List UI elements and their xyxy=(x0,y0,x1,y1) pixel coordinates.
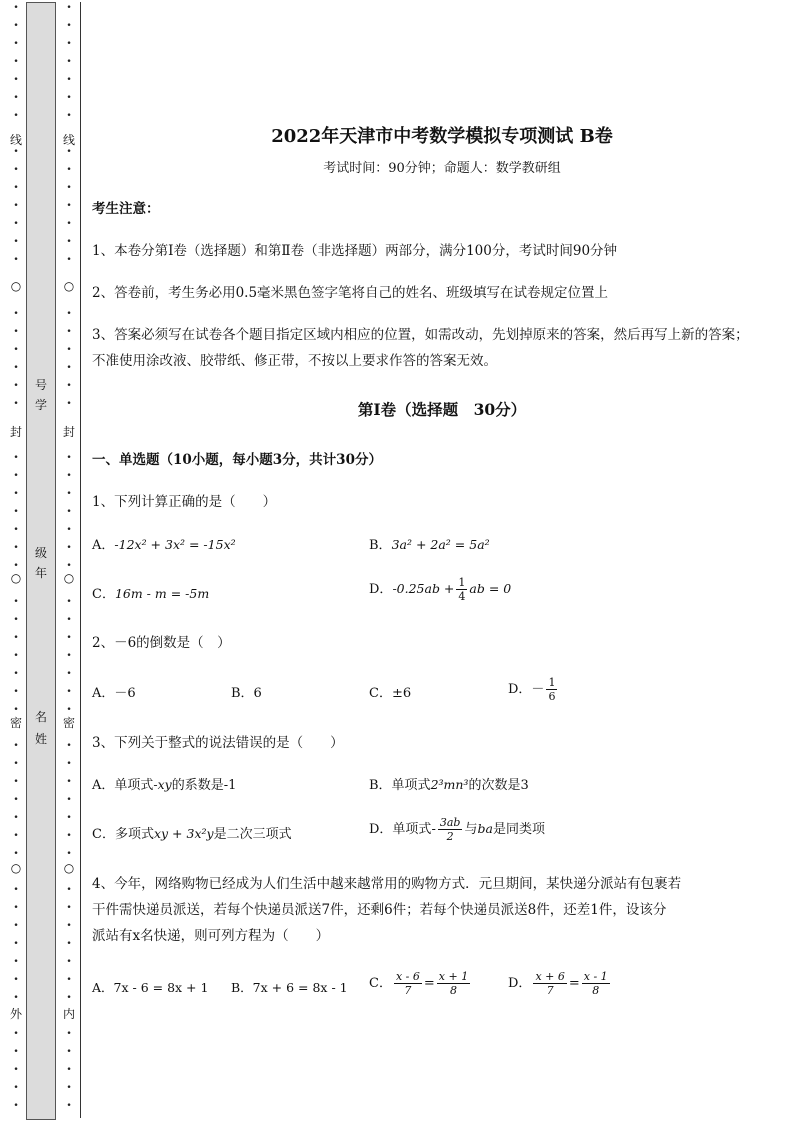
q4-stem-line-3: 派站有x名快递，则可列方程为（ ） xyxy=(92,928,330,944)
binding-dot: • xyxy=(13,1029,19,1039)
binding-dot: • xyxy=(66,1083,72,1093)
q1-option-b-prefix: B． xyxy=(369,538,392,553)
q2-option-d-den: 6 xyxy=(548,690,556,703)
binding-dot: • xyxy=(13,75,19,85)
label-ji: 级 xyxy=(34,546,47,560)
q1-option-c-prefix: C． xyxy=(92,587,115,602)
q2-option-b[interactable]: B．6 xyxy=(231,686,262,701)
q3-option-c-post: 是二次三项式 xyxy=(213,827,292,842)
binding-dot: • xyxy=(66,345,72,355)
binding-dot: • xyxy=(13,543,19,553)
binding-dot: • xyxy=(66,1029,72,1039)
q3-option-d-den: 2 xyxy=(446,830,454,843)
binding-dot: • xyxy=(13,975,19,985)
q1-option-b-math: 3a² + 2a² = 5a² xyxy=(391,537,490,552)
binding-dot: • xyxy=(66,651,72,661)
binding-dot: • xyxy=(13,471,19,481)
q1-option-d-num: 1 xyxy=(458,576,466,589)
q3-option-c-pre: C．多项式 xyxy=(92,827,154,842)
binding-dot: • xyxy=(13,381,19,391)
label-xue: 学 xyxy=(34,398,47,412)
binding-marker: 封 xyxy=(62,425,75,439)
binding-dot: • xyxy=(66,1065,72,1075)
binding-marker: ○ xyxy=(10,279,22,293)
binding-dot: • xyxy=(13,453,19,463)
binding-dot: • xyxy=(13,993,19,1003)
binding-dot: • xyxy=(66,237,72,247)
binding-dot: • xyxy=(13,165,19,175)
binding-dot: • xyxy=(66,453,72,463)
binding-dot: • xyxy=(66,705,72,715)
binding-dot: • xyxy=(66,165,72,175)
q4-stem-line-2: 干件需快递员派送，若每个快递员派送7件，还剩6件；若每个快递员派送8件，还差1件，设该分 xyxy=(92,902,667,918)
binding-dot: • xyxy=(13,849,19,859)
binding-dot: • xyxy=(13,507,19,517)
q3-option-d-fraction xyxy=(438,816,463,843)
q1-option-a-math: -12x² + 3x² = -15x² xyxy=(114,537,236,552)
q3-option-b-pre: B．单项式 xyxy=(369,778,431,793)
binding-dot: • xyxy=(66,3,72,13)
binding-marker: 线 xyxy=(9,133,22,147)
binding-dot: • xyxy=(66,561,72,571)
binding-dot: • xyxy=(66,363,72,373)
notice-item-1: 1、本卷分第Ⅰ卷（选择题）和第Ⅱ卷（非选择题）两部分，满分100分，考试时间90分钟 xyxy=(92,243,618,259)
binding-dot: • xyxy=(66,831,72,841)
q3-option-a-pre: A．单项式 xyxy=(92,778,154,793)
binding-rule xyxy=(80,2,81,1118)
binding-dot: • xyxy=(13,615,19,625)
part-heading: 一、单选题（10小题，每小题3分，共计30分） xyxy=(92,452,382,468)
q4-option-c-d1: 7 xyxy=(404,984,412,997)
binding-dot: • xyxy=(13,633,19,643)
q3-option-d-pre: D．单项式 xyxy=(369,822,432,837)
binding-dot: • xyxy=(13,705,19,715)
label-nian: 年 xyxy=(34,566,47,580)
binding-marker: 外 xyxy=(9,1007,22,1021)
binding-dot: • xyxy=(13,921,19,931)
binding-dot: • xyxy=(13,3,19,13)
q1-option-a[interactable] xyxy=(92,534,236,557)
q3-stem: 3、下列关于整式的说法错误的是（ ） xyxy=(92,735,344,751)
q4-option-c-prefix: C． xyxy=(369,976,392,991)
q3-option-d-num: 3ab xyxy=(439,816,461,829)
q1-option-a-prefix: A． xyxy=(92,538,115,553)
q2-option-d-prefix: D．－ xyxy=(508,682,545,697)
q1-option-d[interactable] xyxy=(369,576,511,603)
q4-option-a[interactable]: A．7x - 6 = 8x + 1 xyxy=(92,980,209,995)
binding-dot: • xyxy=(66,975,72,985)
binding-dot: • xyxy=(13,183,19,193)
binding-dot: • xyxy=(13,21,19,31)
q1-option-d-den: 4 xyxy=(458,590,466,603)
binding-dot: • xyxy=(66,255,72,265)
binding-dot: • xyxy=(13,399,19,409)
q4-option-d-n2: x - 1 xyxy=(583,970,608,983)
q3-option-b[interactable] xyxy=(369,774,529,797)
binding-dot: • xyxy=(13,327,19,337)
binding-marker: ○ xyxy=(63,279,75,293)
binding-dot: • xyxy=(66,399,72,409)
q4-option-d-prefix: D． xyxy=(508,976,532,991)
binding-dot: • xyxy=(66,633,72,643)
q4-option-c-frac-2 xyxy=(437,970,470,997)
binding-dot: • xyxy=(13,255,19,265)
binding-dot: • xyxy=(66,309,72,319)
binding-marker: 封 xyxy=(9,425,22,439)
binding-dot: • xyxy=(66,39,72,49)
binding-dot: • xyxy=(66,75,72,85)
q1-option-d-right: ab = 0 xyxy=(469,581,512,596)
binding-dot: • xyxy=(66,795,72,805)
q3-option-a-math: -xy xyxy=(153,777,172,792)
section-title: 第Ⅰ卷（选择题 30分） xyxy=(357,400,527,419)
binding-dot: • xyxy=(13,147,19,157)
binding-dot: • xyxy=(13,345,19,355)
binding-dot: • xyxy=(13,597,19,607)
binding-dot: • xyxy=(66,111,72,121)
binding-dot: • xyxy=(13,561,19,571)
binding-dot: • xyxy=(66,813,72,823)
binding-dot: • xyxy=(13,39,19,49)
binding-dot: • xyxy=(66,219,72,229)
q2-option-d-fraction xyxy=(546,676,557,703)
binding-marker: ○ xyxy=(63,571,75,585)
binding-dot: • xyxy=(13,1065,19,1075)
binding-dot: • xyxy=(66,993,72,1003)
binding-dot: • xyxy=(13,1083,19,1093)
binding-dot: • xyxy=(66,489,72,499)
q4-option-d[interactable]: D． $\frac{x + 6}{7}$ = $\frac{x - 1}{8}$ xyxy=(508,970,608,997)
q1-option-c[interactable] xyxy=(92,583,209,606)
binding-dots-left xyxy=(6,0,26,1123)
binding-dot: • xyxy=(13,111,19,121)
q4-option-d-d1: 7 xyxy=(546,984,554,997)
q4-option-c-n2: x + 1 xyxy=(438,970,469,983)
binding-marker: 线 xyxy=(62,133,75,147)
binding-dot: • xyxy=(13,885,19,895)
binding-dot: • xyxy=(66,777,72,787)
binding-dot: • xyxy=(66,381,72,391)
binding-marker: ○ xyxy=(10,571,22,585)
q1-option-d-fraction xyxy=(456,576,467,603)
q1-stem: 1、下列计算正确的是（ ） xyxy=(92,494,277,510)
binding-dot: • xyxy=(66,759,72,769)
page-subtitle: 考试时间：90分钟；命题人：数学教研组 xyxy=(323,161,561,176)
q1-option-d-left: -0.25ab + xyxy=(392,581,455,596)
q1-option-d-prefix: D． xyxy=(369,582,393,597)
q3-option-a[interactable] xyxy=(92,774,236,797)
q2-option-d-num: 1 xyxy=(548,676,556,689)
binding-dot: • xyxy=(13,93,19,103)
q3-option-d[interactable]: D．单项式- $\frac{3ab}{2}$ 与ba是同类项 xyxy=(369,816,545,843)
q4-option-c-d2: 8 xyxy=(449,984,457,997)
q1-option-b[interactable] xyxy=(369,534,490,557)
binding-dot: • xyxy=(66,957,72,967)
binding-dot: • xyxy=(66,543,72,553)
binding-dot: • xyxy=(66,921,72,931)
binding-marker: ○ xyxy=(10,861,22,875)
binding-dot: • xyxy=(66,741,72,751)
q4-option-b[interactable]: B．7x + 6 = 8x - 1 xyxy=(231,980,348,995)
binding-dot: • xyxy=(13,237,19,247)
binding-dot: • xyxy=(13,831,19,841)
q1-option-c-math: 16m - m = -5m xyxy=(114,586,210,601)
binding-dot: • xyxy=(13,1101,19,1111)
q3-option-d-post: 是同类项 xyxy=(492,822,545,837)
binding-dot: • xyxy=(13,201,19,211)
q3-option-c-math: xy + 3x²y xyxy=(153,826,214,841)
page-title: 2022年天津市中考数学模拟专项测试 B卷 xyxy=(271,126,613,147)
binding-dot: • xyxy=(13,795,19,805)
notice-heading: 考生注意： xyxy=(92,201,160,217)
binding-dot: • xyxy=(66,885,72,895)
notice-item-2: 2、答卷前，考生务必用0.5毫米黑色签字笔将自己的姓名、班级填写在试卷规定位置上 xyxy=(92,285,609,301)
binding-dot: • xyxy=(66,687,72,697)
label-hao: 号 xyxy=(34,378,47,392)
binding-dot: • xyxy=(66,1047,72,1057)
q4-option-c-frac-1 xyxy=(394,970,422,997)
q4-option-d-d2: 8 xyxy=(592,984,600,997)
binding-dot: • xyxy=(66,507,72,517)
label-ming: 名 xyxy=(34,710,47,724)
binding-dot: • xyxy=(13,57,19,67)
binding-marker: ○ xyxy=(63,861,75,875)
binding-dot: • xyxy=(13,813,19,823)
binding-dot: • xyxy=(13,1047,19,1057)
binding-dot: • xyxy=(13,939,19,949)
binding-dot: • xyxy=(66,669,72,679)
binding-marker: 内 xyxy=(62,1007,75,1021)
q2-option-c[interactable]: C．±6 xyxy=(369,686,412,701)
q4-option-d-frac-1 xyxy=(533,970,566,997)
q4-stem-line-1: 4、今年，网络购物已经成为人们生活中越来越常用的购物方式．元旦期间，某快递分派站有包裹若 xyxy=(92,876,682,892)
binding-dot: • xyxy=(13,903,19,913)
notice-item-3: 3、答案必须写在试卷各个题目指定区域内相应的位置，如需改动，先划掉原来的答案，然后再写上新的答案；不准使用涂改液、胶带纸、修正带，不按以上要求作答的答案无效。 xyxy=(92,327,749,369)
q4-option-d-frac-2 xyxy=(582,970,610,997)
binding-dot: • xyxy=(13,741,19,751)
binding-dot: • xyxy=(66,201,72,211)
q2-option-a[interactable]: A．－6 xyxy=(92,686,136,701)
q4-option-d-n1: x + 6 xyxy=(535,970,565,983)
q3-option-d-mid: 与 xyxy=(464,822,478,837)
label-xing: 姓 xyxy=(34,732,47,746)
binding-dot: • xyxy=(66,57,72,67)
binding-dot: • xyxy=(66,903,72,913)
binding-dot: • xyxy=(66,183,72,193)
q2-option-d[interactable] xyxy=(508,676,559,703)
q3-option-b-post: 的次数是3 xyxy=(468,778,529,793)
binding-dot: • xyxy=(13,687,19,697)
binding-dot: • xyxy=(13,759,19,769)
q3-option-d-math: ba xyxy=(477,821,493,836)
binding-dot: • xyxy=(66,147,72,157)
binding-dot: • xyxy=(66,615,72,625)
binding-dot: • xyxy=(66,471,72,481)
binding-marker: 密 xyxy=(9,716,22,730)
binding-dot: • xyxy=(13,363,19,373)
q4-option-c-n1: x - 6 xyxy=(395,970,420,983)
binding-dot: • xyxy=(13,219,19,229)
binding-dot: • xyxy=(66,93,72,103)
binding-dot: • xyxy=(66,1101,72,1111)
binding-dot: • xyxy=(13,777,19,787)
binding-dot: • xyxy=(66,939,72,949)
binding-marker: 密 xyxy=(62,716,75,730)
q4-option-c[interactable]: C． $\frac{x - 6}{7}$ = $\frac{x + 1}{8}$ xyxy=(369,970,469,997)
binding-dot: • xyxy=(66,327,72,337)
binding-dot: • xyxy=(13,489,19,499)
binding-dot: • xyxy=(66,597,72,607)
q3-option-c[interactable] xyxy=(92,823,292,846)
q3-option-a-post: 的系数是-1 xyxy=(171,778,237,793)
binding-dot: • xyxy=(13,309,19,319)
binding-dot: • xyxy=(13,525,19,535)
binding-dot: • xyxy=(66,525,72,535)
binding-dot: • xyxy=(13,957,19,967)
binding-dot: • xyxy=(13,651,19,661)
binding-dot: • xyxy=(13,669,19,679)
binding-dots-right xyxy=(59,0,79,1123)
q3-option-b-math: 2³mn³ xyxy=(430,777,469,792)
binding-dot: • xyxy=(66,849,72,859)
q2-stem: 2、－6的倒数是（ ） xyxy=(92,635,231,651)
binding-dot: • xyxy=(66,21,72,31)
